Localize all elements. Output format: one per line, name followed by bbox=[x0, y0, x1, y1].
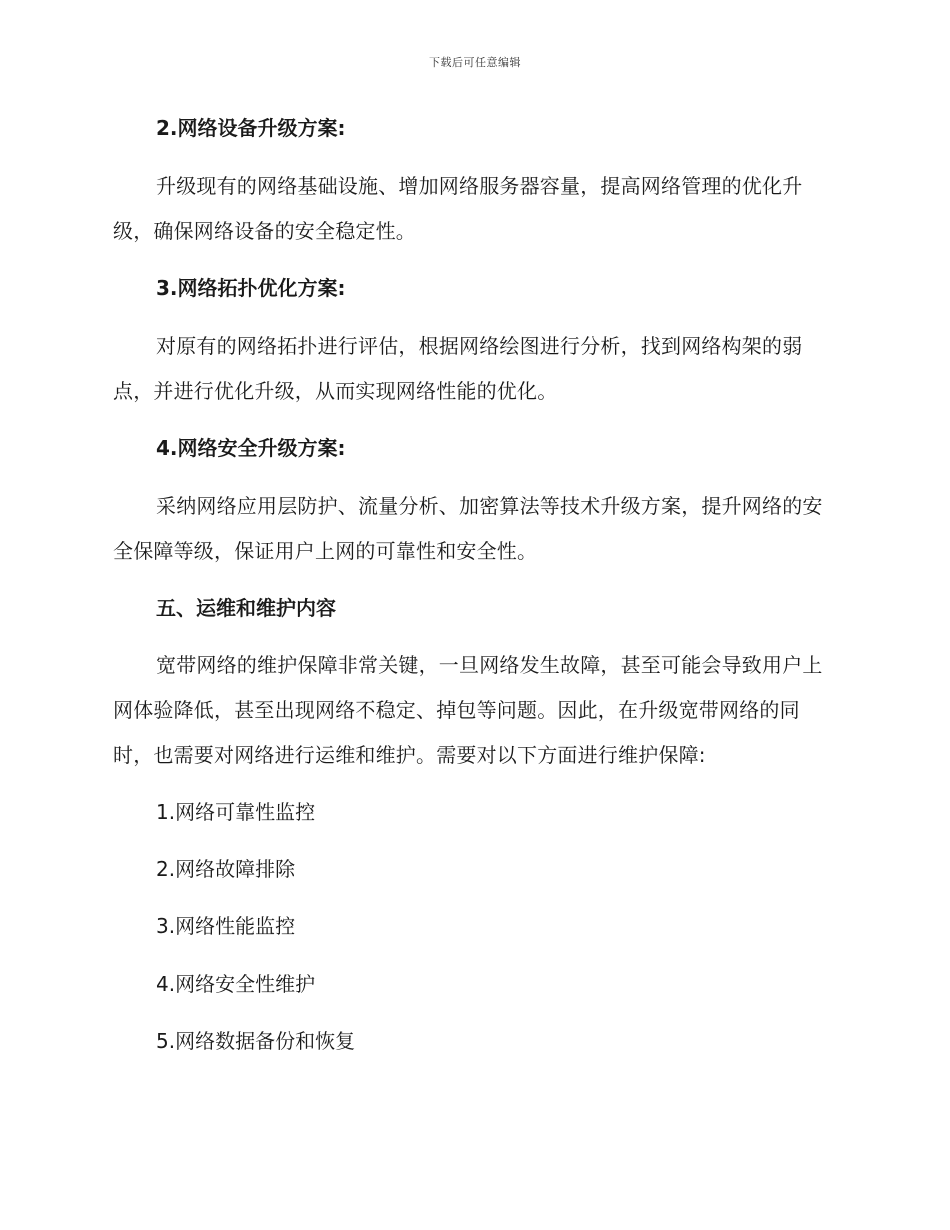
section-2-body: 升级现有的网络基础设施、增加网络服务器容量，提高网络管理的优化升级，确保网络设备的安全稳定性。 bbox=[113, 174, 803, 243]
section-3-body: 对原有的网络拓扑进行评估，根据网络绘图进行分析，找到网络构架的弱点，并进行优化升级，从而实现网络性能的优化。 bbox=[113, 334, 803, 403]
section-2-heading: 2.网络设备升级方案: bbox=[156, 116, 346, 140]
list-item: 5.网络数据备份和恢复 bbox=[156, 1029, 356, 1053]
list-item: 3.网络性能监控 bbox=[156, 914, 296, 938]
section-3-heading: 3.网络拓扑优化方案: bbox=[156, 276, 346, 300]
section-4-body: 采纳网络应用层防护、流量分析、加密算法等技术升级方案，提升网络的安全保障等级，保证用户上网的可靠性和安全性。 bbox=[113, 494, 823, 563]
section-4-heading: 4.网络安全升级方案: bbox=[156, 436, 346, 460]
list-item: 2.网络故障排除 bbox=[156, 857, 296, 881]
section-5-body: 宽带网络的维护保障非常关键，一旦网络发生故障，甚至可能会导致用户上网体验降低，甚至出现网络不稳定、掉包等问题。因此，在升级宽带网络的同时，也需要对网络进行运维和维护。需要对以下方面进行维护保障: bbox=[113, 653, 823, 767]
section-5-heading: 五、运维和维护内容 bbox=[156, 596, 336, 620]
list-item: 1.网络可靠性监控 bbox=[156, 800, 316, 824]
header-note: 下载后可任意编辑 bbox=[429, 56, 521, 69]
list-item: 4.网络安全性维护 bbox=[156, 972, 316, 996]
